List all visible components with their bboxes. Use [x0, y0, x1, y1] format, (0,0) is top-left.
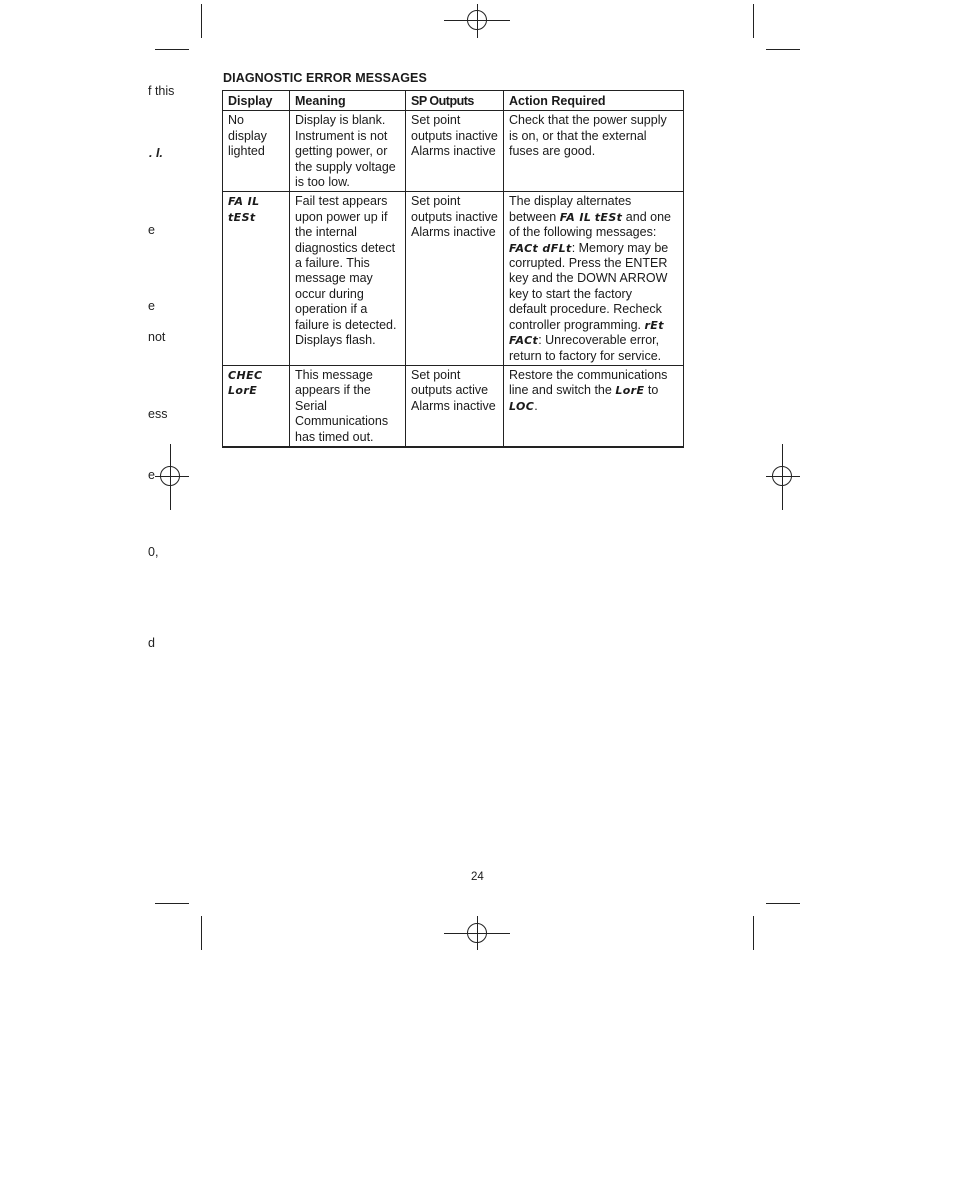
text-fragment: between: [509, 209, 560, 224]
text-line: outputs inactive: [411, 128, 498, 143]
column-header-sp-outputs: SP Outputs: [406, 91, 504, 111]
text-line: of the following messages:: [509, 225, 657, 240]
registration-circle: [467, 923, 487, 943]
margin-fragment: . I.: [149, 146, 163, 160]
text-line: Set point: [411, 367, 461, 382]
text-line: outputs active: [411, 383, 489, 398]
text-line: the internal: [295, 225, 357, 240]
registration-circle: [160, 466, 180, 486]
segment-display-text: FA IL: [228, 195, 260, 209]
text-fragment: .: [534, 398, 538, 413]
text-fragment: : Memory may be: [571, 240, 669, 255]
text-line: diagnostics detect: [295, 240, 396, 255]
action-cell: [504, 111, 684, 192]
text-line: key and the DOWN ARROW: [509, 271, 668, 286]
crop-mark: [155, 49, 189, 50]
segment-display-text: FACt: [509, 334, 539, 348]
text-line: upon power up if: [295, 209, 388, 224]
text-line: Alarms inactive: [411, 398, 496, 413]
table-row: [223, 365, 684, 447]
text-line: occur during: [295, 286, 364, 301]
text-line: return to factory for service.: [509, 348, 662, 363]
crop-mark: [201, 4, 202, 38]
meaning-cell: [290, 111, 406, 192]
text-line: No: [228, 113, 244, 128]
action-cell: [504, 192, 684, 365]
text-line: corrupted. Press the ENTER: [509, 256, 668, 271]
text-line: operation if a: [295, 302, 368, 317]
margin-fragment: e: [148, 223, 155, 237]
segment-display-text: FACt dFLt: [509, 241, 572, 255]
segment-display-text: LorE: [228, 384, 258, 398]
text-line: Alarms inactive: [411, 225, 496, 240]
text-line: The display alternates: [509, 194, 632, 209]
text-line: fuses are good.: [509, 144, 596, 159]
sp-outputs-cell: [406, 111, 504, 192]
column-header-action-required: Action Required: [504, 91, 684, 111]
crop-mark: [766, 903, 800, 904]
segment-display-text: rEt: [644, 318, 664, 332]
text-line: Restore the communications: [509, 367, 668, 382]
text-line: is on, or that the external: [509, 128, 647, 143]
column-header-display: Display: [223, 91, 290, 111]
margin-fragment: ess: [148, 407, 168, 421]
display-cell: [223, 365, 290, 447]
text-line: the supply voltage: [295, 159, 396, 174]
margin-fragment: e: [148, 468, 155, 482]
text-line: display: [228, 128, 267, 143]
text-line: key to start the factory: [509, 286, 632, 301]
text-line: appears if the: [295, 383, 371, 398]
text-line: lighted: [228, 144, 265, 159]
text-line: Alarms inactive: [411, 144, 496, 159]
page-number: 24: [471, 871, 484, 883]
crop-mark: [753, 916, 754, 950]
text-fragment: controller programming.: [509, 317, 645, 332]
column-header-meaning: Meaning: [290, 91, 406, 111]
text-line: Display is blank.: [295, 113, 386, 128]
text-line: Set point: [411, 113, 461, 128]
text-line: a failure. This: [295, 256, 370, 271]
text-fragment: : Unrecoverable error,: [538, 333, 660, 348]
text-fragment: line and switch the: [509, 383, 616, 398]
segment-display-text: CHEC: [228, 368, 263, 382]
table-row: [223, 111, 684, 192]
text-fragment: and one: [622, 209, 671, 224]
margin-fragment: 0,: [148, 545, 159, 559]
segment-display-text: LOC: [509, 399, 535, 413]
display-cell: [223, 111, 290, 192]
text-line: getting power, or: [295, 144, 388, 159]
crop-mark: [155, 903, 189, 904]
table-row: [223, 192, 684, 365]
text-line: has timed out.: [295, 429, 374, 444]
sp-outputs-cell: [406, 365, 504, 447]
segment-display-text: FA IL: [559, 210, 592, 224]
text-line: Communications: [295, 414, 389, 429]
margin-fragment: f this: [148, 84, 175, 98]
display-cell: [223, 192, 290, 365]
margin-fragment: e: [148, 299, 155, 313]
text-line: Fail test appears: [295, 194, 388, 209]
action-cell: [504, 365, 684, 447]
text-line: Serial: [295, 398, 327, 413]
registration-circle: [467, 10, 487, 30]
segment-display-text: tESt: [594, 210, 623, 224]
text-line: Instrument is not: [295, 128, 388, 143]
text-fragment: to: [644, 383, 659, 398]
text-line: Set point: [411, 194, 461, 209]
crop-mark: [766, 49, 800, 50]
sp-outputs-cell: [406, 192, 504, 365]
text-line: outputs inactive: [411, 209, 498, 224]
registration-circle: [772, 466, 792, 486]
table-header-row: [223, 91, 684, 111]
text-line: Check that the power supply: [509, 113, 667, 128]
crop-mark: [753, 4, 754, 38]
text-line: default procedure. Recheck: [509, 302, 662, 317]
section-heading: DIAGNOSTIC ERROR MESSAGES: [223, 71, 427, 85]
text-line: This message: [295, 367, 373, 382]
margin-fragment: d: [148, 636, 155, 650]
segment-display-text: LorE: [615, 384, 645, 398]
meaning-cell: [290, 365, 406, 447]
text-line: Displays flash.: [295, 333, 376, 348]
margin-fragment: not: [148, 330, 166, 344]
segment-display-text: tESt: [228, 210, 256, 224]
meaning-cell: [290, 192, 406, 365]
diagnostic-error-table: [222, 90, 684, 448]
text-line: message may: [295, 271, 373, 286]
crop-mark: [201, 916, 202, 950]
text-line: failure is detected.: [295, 317, 397, 332]
text-line: is too low.: [295, 175, 350, 190]
